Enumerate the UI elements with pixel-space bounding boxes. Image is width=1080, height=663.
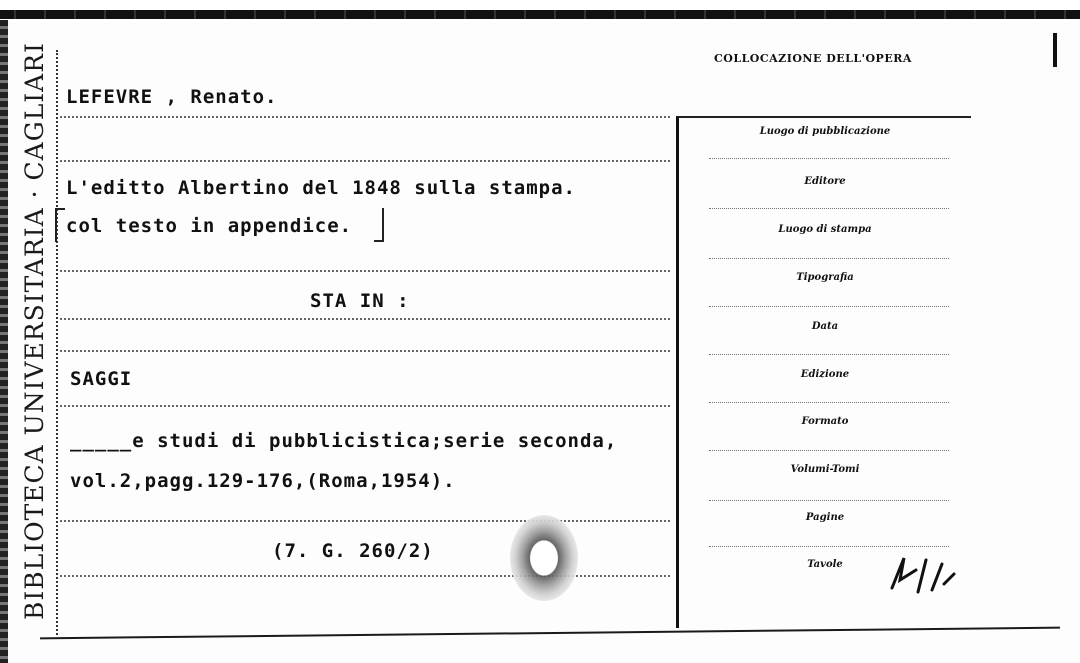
library-stamp-vertical: BIBLIOTECA UNIVERSITARIA · CAGLIARI bbox=[20, 42, 49, 620]
field-data: Data bbox=[811, 321, 839, 332]
field-formato: Formato bbox=[801, 416, 849, 427]
card-left-edge bbox=[0, 20, 8, 663]
collocazione-heading: COLLOCAZIONE DELL'OPERA bbox=[714, 52, 912, 65]
left-margin-line bbox=[56, 50, 58, 635]
field-line bbox=[709, 258, 949, 259]
rule-line bbox=[60, 405, 670, 407]
shelfmark: (7. G. 260/2) bbox=[272, 540, 434, 562]
field-line bbox=[709, 306, 949, 307]
field-line bbox=[709, 354, 949, 355]
field-line bbox=[709, 158, 949, 159]
field-pagine: Pagine bbox=[805, 512, 845, 523]
series-title: SAGGI bbox=[70, 368, 133, 390]
rule-line bbox=[60, 575, 670, 577]
series-line-1: _____e studi di pubblicistica;serie seconda, bbox=[70, 430, 618, 452]
card-top-edge bbox=[0, 0, 1080, 22]
title-line-1: L'editto Albertino del 1848 sulla stampa. bbox=[66, 177, 576, 199]
field-line bbox=[709, 500, 949, 501]
field-line bbox=[709, 450, 949, 451]
series-line-2: vol.2,pagg.129-176,(Roma,1954). bbox=[70, 470, 456, 492]
field-luogo-stampa: Luogo di stampa bbox=[778, 224, 872, 235]
rule-line bbox=[60, 116, 670, 118]
field-line bbox=[709, 208, 949, 209]
handwritten-annotation bbox=[882, 540, 962, 600]
rule-line bbox=[60, 160, 670, 162]
field-edizione: Edizione bbox=[800, 369, 850, 380]
field-tipografia: Tipografia bbox=[796, 272, 854, 283]
field-tavole: Tavole bbox=[807, 559, 843, 570]
card-bottom-rule bbox=[40, 627, 1060, 640]
card-edge-mark bbox=[1053, 33, 1057, 67]
rule-line bbox=[60, 520, 670, 522]
field-volumi-tomi: Volumi-Tomi bbox=[790, 464, 860, 475]
library-round-stamp bbox=[510, 515, 578, 601]
title-line-2: col testo in appendice. bbox=[66, 215, 353, 237]
field-line bbox=[709, 402, 949, 403]
sta-in-label: STA IN : bbox=[310, 290, 410, 312]
rule-line bbox=[60, 270, 670, 272]
rule-line bbox=[60, 318, 670, 320]
field-luogo-pubblicazione: Luogo di pubblicazione bbox=[759, 126, 891, 137]
rule-line bbox=[60, 350, 670, 352]
author-heading: LEFEVRE , Renato. bbox=[66, 86, 278, 108]
field-editore: Editore bbox=[804, 176, 846, 187]
